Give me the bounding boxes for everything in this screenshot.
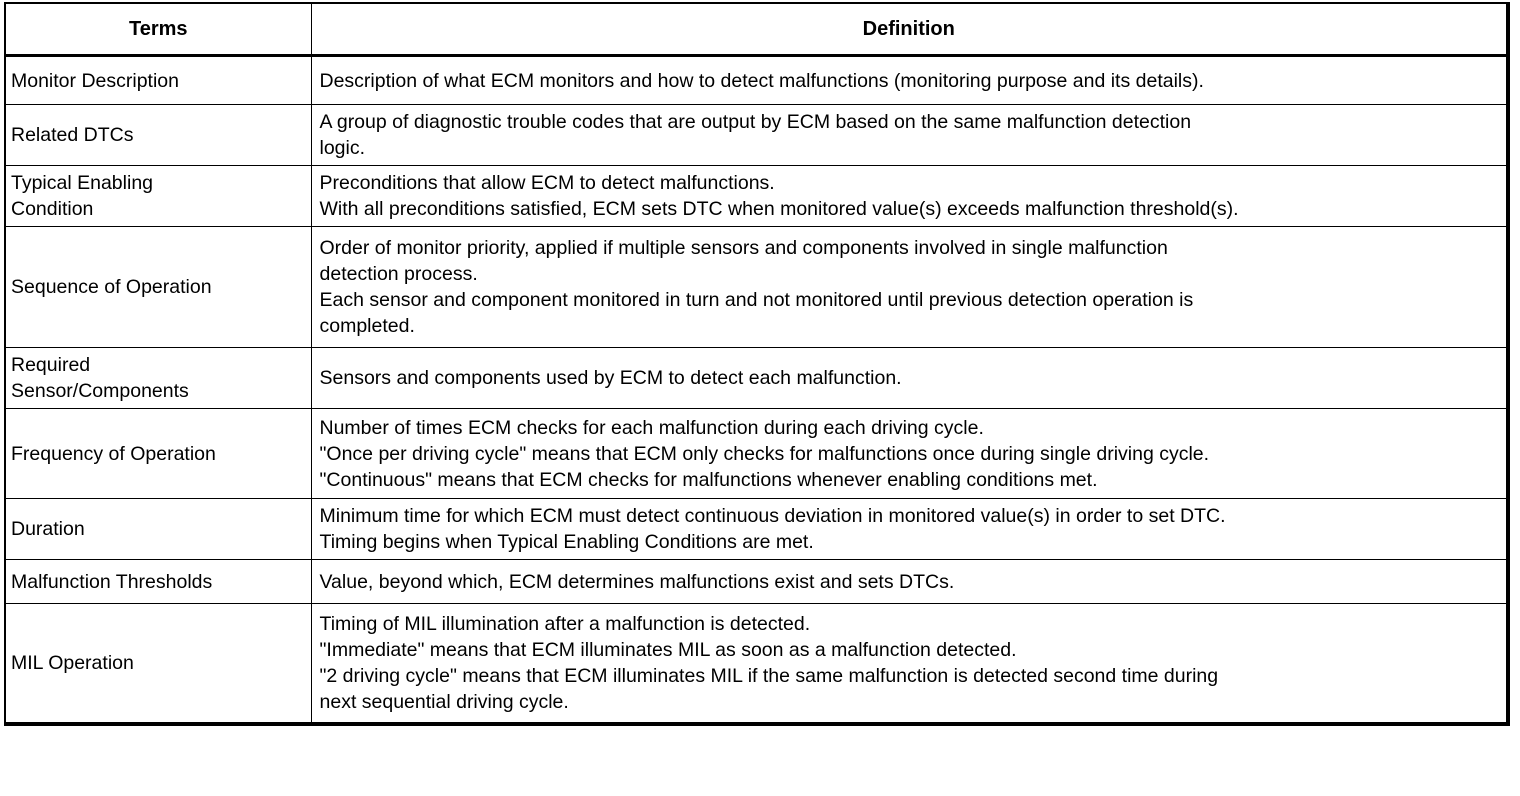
table-row <box>5 348 1508 409</box>
header-terms: Terms <box>5 3 311 56</box>
definition-text: With all preconditions satisfied, ECM sets DTC when monitored value(s) exceeds malfunction threshold(s). <box>319 198 1239 220</box>
definition-text: Each sensor and component monitored in turn and not monitored until previous detection operation is <box>319 289 1194 311</box>
definition-text: "Continuous" means that ECM checks for malfunctions whenever enabling conditions met. <box>319 468 1098 491</box>
definition-text: detection process. <box>319 263 478 285</box>
term-text: Monitor Description <box>11 69 179 92</box>
definition-text: "Once per driving cycle" means that ECM only checks for malfunctions once during single driving cycle. <box>319 442 1210 465</box>
header-definition: Definition <box>311 3 1508 56</box>
definition-cell <box>311 499 1508 560</box>
definition-cell <box>311 409 1508 499</box>
term-text: Sensor/Components <box>11 380 189 402</box>
term-cell <box>5 105 311 166</box>
definition-cell <box>311 560 1508 604</box>
term-cell <box>5 409 311 499</box>
table-row <box>5 604 1508 725</box>
term-text: Frequency of Operation <box>11 442 216 465</box>
table-row <box>5 560 1508 604</box>
definition-text: Description of what ECM monitors and how to detect malfunctions (monitoring purpose and its details). <box>319 69 1204 92</box>
definition-cell <box>311 227 1508 348</box>
term-text: Sequence of Operation <box>11 276 212 298</box>
definition-cell <box>311 166 1508 227</box>
term-text: Typical Enabling <box>11 172 154 194</box>
definition-text: completed. <box>319 315 415 337</box>
definition-text: next sequential driving cycle. <box>319 691 569 713</box>
term-text: Malfunction Thresholds <box>11 570 213 593</box>
term-cell <box>5 166 311 227</box>
definition-cell <box>311 105 1508 166</box>
term-text: MIL Operation <box>11 652 134 674</box>
table-row <box>5 499 1508 560</box>
definition-text: "2 driving cycle" means that ECM illuminates MIL if the same malfunction is detected second time during <box>319 665 1219 687</box>
term-text: Required <box>11 354 91 376</box>
definition-text: Number of times ECM checks for each malfunction during each driving cycle. <box>319 416 984 439</box>
terms-definition-table <box>4 2 1510 726</box>
definition-text: Preconditions that allow ECM to detect malfunctions. <box>319 172 775 194</box>
definition-text: Timing begins when Typical Enabling Conditions are met. <box>319 531 814 553</box>
table-row <box>5 227 1508 348</box>
term-text: Related DTCs <box>11 124 134 146</box>
definition-text: Timing of MIL illumination after a malfunction is detected. <box>319 613 811 635</box>
definition-cell <box>311 348 1508 409</box>
definition-text: Minimum time for which ECM must detect continuous deviation in monitored value(s) in order to set DTC. <box>319 505 1226 527</box>
definition-cell <box>311 56 1508 105</box>
term-cell <box>5 348 311 409</box>
definition-text: A group of diagnostic trouble codes that are output by ECM based on the same malfunction detection <box>319 111 1192 133</box>
definition-cell <box>311 604 1508 725</box>
definition-text: logic. <box>319 137 366 159</box>
term-cell <box>5 227 311 348</box>
term-cell <box>5 499 311 560</box>
table-header-row <box>5 3 1508 56</box>
term-cell <box>5 604 311 725</box>
table-row <box>5 105 1508 166</box>
table-row <box>5 409 1508 499</box>
definition-text: "Immediate" means that ECM illuminates MIL as soon as a malfunction detected. <box>319 639 1017 661</box>
table-row <box>5 56 1508 105</box>
term-text: Duration <box>11 518 85 540</box>
term-cell <box>5 560 311 604</box>
term-text: Condition <box>11 198 94 220</box>
definition-text: Value, beyond which, ECM determines malfunctions exist and sets DTCs. <box>319 570 955 593</box>
definition-text: Sensors and components used by ECM to detect each malfunction. <box>319 367 902 389</box>
definition-text: Order of monitor priority, applied if multiple sensors and components involved in single malfunction <box>319 237 1168 259</box>
table-row <box>5 166 1508 227</box>
term-cell <box>5 56 311 105</box>
